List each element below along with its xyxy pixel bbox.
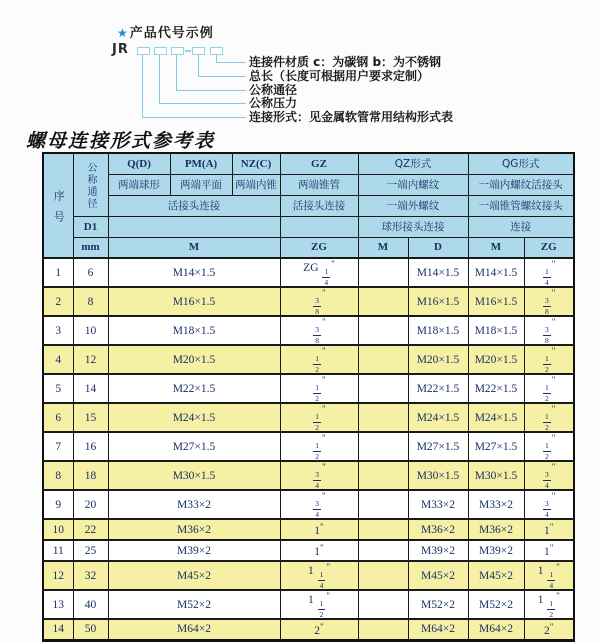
cell-m: M16×1.5	[108, 287, 280, 316]
cell-qz_m	[358, 561, 408, 590]
cell-qg_zg: $\frac{3}{8}$ "	[524, 287, 574, 316]
cell-qg_m: M22×1.5	[468, 374, 524, 403]
code-box-1	[137, 47, 150, 55]
cell-m: M24×1.5	[108, 403, 280, 432]
cell-dn: 12	[73, 345, 108, 374]
header-qg-sub1: 一端内螺纹活接头	[468, 174, 574, 195]
label-pressure: 公称压力	[249, 96, 298, 110]
cell-seq: 5	[43, 374, 73, 403]
cell-qz_d: M33×2	[408, 490, 468, 519]
header-qz-conn: 球形接头连接	[358, 216, 468, 237]
header-qz-sub2: 一端外螺纹	[358, 195, 468, 216]
table-row	[43, 490, 574, 519]
cell-zg: $\frac{1}{2}$ "	[280, 432, 358, 461]
cell-qz_d: M20×1.5	[408, 345, 468, 374]
cell-m: M18×1.5	[108, 316, 280, 345]
cell-qz_m	[358, 432, 408, 461]
cell-qz_d: M39×2	[408, 540, 468, 561]
cell-qz_d: M16×1.5	[408, 287, 468, 316]
cell-qg_zg: $\frac{1}{2}$ "	[524, 374, 574, 403]
cell-dn: 32	[73, 561, 108, 590]
cell-qz_m	[358, 619, 408, 640]
cell-qz_m	[358, 490, 408, 519]
cell-qz_d: M30×1.5	[408, 461, 468, 490]
header-qg-sub2: 一端锥管螺纹接头	[468, 195, 574, 216]
cell-qg_zg: $\frac{3}{4}$ "	[524, 490, 574, 519]
cell-qz_d: M36×2	[408, 519, 468, 540]
code-prefix: JR	[112, 42, 129, 57]
table-row	[43, 561, 574, 590]
cell-seq: 6	[43, 403, 73, 432]
cell-m: M45×2	[108, 561, 280, 590]
cell-qz_m	[358, 590, 408, 619]
cell-qg_zg: $\frac{1}{2}$ "	[524, 432, 574, 461]
cell-qg_zg: 1"	[524, 519, 574, 540]
table-row	[43, 432, 574, 461]
cell-qg_zg: 1 $\frac{1}{2}$ "	[524, 590, 574, 619]
table-title: 螺母连接形式参考表	[26, 131, 216, 152]
cell-m: M14×1.5	[108, 258, 280, 287]
header-qz-m: M	[358, 237, 408, 258]
cell-dn: 14	[73, 374, 108, 403]
cell-qz_d: M45×2	[408, 561, 468, 590]
cell-seq: 13	[43, 590, 73, 619]
code-box-5	[210, 47, 223, 55]
cell-qg_zg: $\frac{1}{2}$ "	[524, 403, 574, 432]
cell-qz_m	[358, 258, 408, 287]
code-box-4	[192, 47, 205, 55]
cell-zg: ZG $\frac{1}{4}$ "	[280, 258, 358, 287]
header-col-pm: PM(A)	[170, 153, 232, 174]
cell-qg_m: M52×2	[468, 590, 524, 619]
star-icon: ★	[117, 26, 129, 40]
cell-dn: 8	[73, 287, 108, 316]
cell-dn: 40	[73, 590, 108, 619]
cell-seq: 14	[43, 619, 73, 640]
table-row	[43, 374, 574, 403]
diagram-title-text: 产品代号示例	[129, 26, 214, 41]
cell-m: M22×1.5	[108, 374, 280, 403]
cell-qz_m	[358, 403, 408, 432]
cell-zg: $\frac{3}{8}$ "	[280, 316, 358, 345]
header-qz-d: D	[408, 237, 468, 258]
cell-dn: 16	[73, 432, 108, 461]
cell-qz_m	[358, 345, 408, 374]
header-qz-sub1: 一端内螺纹	[358, 174, 468, 195]
cell-qg_zg: 2"	[524, 619, 574, 640]
cell-m: M39×2	[108, 540, 280, 561]
header-zg: ZG	[280, 237, 358, 258]
cell-seq: 1	[43, 258, 73, 287]
cell-seq: 2	[43, 287, 73, 316]
cell-qg_m: M30×1.5	[468, 461, 524, 490]
cell-zg: $\frac{3}{4}$ "	[280, 490, 358, 519]
cell-m: M30×1.5	[108, 461, 280, 490]
cell-qg_m: M18×1.5	[468, 316, 524, 345]
label-connection: 连接形式：见金属软管常用结构形式表	[249, 110, 454, 124]
cell-m: M52×2	[108, 590, 280, 619]
cell-qg_m: M39×2	[468, 540, 524, 561]
header-seq: 序号	[43, 153, 73, 258]
cell-dn: 18	[73, 461, 108, 490]
cell-zg: $\frac{1}{2}$ "	[280, 374, 358, 403]
cell-qg_m: M24×1.5	[468, 403, 524, 432]
table-row	[43, 461, 574, 490]
cell-qz_d: M14×1.5	[408, 258, 468, 287]
cell-qz_d: M52×2	[408, 590, 468, 619]
cell-qg_m: M64×2	[468, 619, 524, 640]
cell-seq: 9	[43, 490, 73, 519]
header-pm-sub: 两端平面	[170, 174, 232, 195]
cell-qg_zg: $\frac{1}{2}$ "	[524, 345, 574, 374]
cell-m: M33×2	[108, 490, 280, 519]
cell-zg: $\frac{3}{8}$ "	[280, 287, 358, 316]
cell-zg: $\frac{3}{4}$ "	[280, 461, 358, 490]
cell-dn: 50	[73, 619, 108, 640]
table-row	[43, 590, 574, 619]
cell-qg_zg: $\frac{3}{8}$ "	[524, 316, 574, 345]
header-col-qz: QZ形式	[358, 153, 468, 174]
header-qg-conn: 连接	[468, 216, 574, 237]
cell-qz_m	[358, 316, 408, 345]
header-dn: 公称通径	[73, 153, 108, 216]
cell-qz_d: M24×1.5	[408, 403, 468, 432]
cell-seq: 10	[43, 519, 73, 540]
label-length: 总长（长度可根据用户要求定制）	[249, 69, 430, 83]
cell-m: M27×1.5	[108, 432, 280, 461]
cell-qg_zg: 1 $\frac{1}{4}$ "	[524, 561, 574, 590]
table-row	[43, 519, 574, 540]
cell-zg: 1 $\frac{1}{2}$ "	[280, 590, 358, 619]
cell-qg_m: M27×1.5	[468, 432, 524, 461]
header-m: M	[108, 237, 280, 258]
cell-dn: 25	[73, 540, 108, 561]
table-row	[43, 258, 574, 287]
cell-qg_m: M20×1.5	[468, 345, 524, 374]
cell-qg_m: M36×2	[468, 519, 524, 540]
header-qg-zg: ZG	[524, 237, 574, 258]
cell-qg_zg: 1"	[524, 540, 574, 561]
code-dash	[185, 50, 191, 52]
cell-dn: 22	[73, 519, 108, 540]
label-material: 连接件材质 c：为碳钢 b：为不锈钢	[249, 55, 442, 69]
cell-m: M20×1.5	[108, 345, 280, 374]
cell-qg_zg: $\frac{1}{4}$ "	[524, 258, 574, 287]
header-q-sub: 两端球形	[108, 174, 170, 195]
cell-m: M64×2	[108, 619, 280, 640]
header-left-conn: 活接头连接	[108, 195, 280, 216]
header-col-gz: GZ	[280, 153, 358, 174]
header-col-qg: QG形式	[468, 153, 574, 174]
cell-dn: 15	[73, 403, 108, 432]
cell-qg_m: M33×2	[468, 490, 524, 519]
header-gz-sub: 两端锥管	[280, 174, 358, 195]
table-row	[43, 619, 574, 640]
cell-seq: 3	[43, 316, 73, 345]
cell-zg: 1"	[280, 519, 358, 540]
cell-qg_zg: $\frac{3}{4}$ "	[524, 461, 574, 490]
header-col-nz: NZ(C)	[232, 153, 280, 174]
cell-qz_m	[358, 519, 408, 540]
table-row	[43, 345, 574, 374]
cell-zg: 2"	[280, 619, 358, 640]
cell-m: M36×2	[108, 519, 280, 540]
header-nz-sub: 两端内锥	[232, 174, 280, 195]
code-box-2	[154, 47, 167, 55]
table-row	[43, 540, 574, 561]
cell-zg: $\frac{1}{2}$ "	[280, 345, 358, 374]
cell-qz_d: M64×2	[408, 619, 468, 640]
cell-seq: 11	[43, 540, 73, 561]
cell-seq: 8	[43, 461, 73, 490]
cell-qz_m	[358, 374, 408, 403]
cell-qg_m: M14×1.5	[468, 258, 524, 287]
diagram-title	[117, 22, 214, 41]
cell-qz_d: M22×1.5	[408, 374, 468, 403]
header-d1: D1	[73, 216, 108, 237]
cell-qz_m	[358, 287, 408, 316]
cell-dn: 6	[73, 258, 108, 287]
callout-line-connection	[142, 55, 246, 118]
table-row	[43, 403, 574, 432]
header-qg-m: M	[468, 237, 524, 258]
header-blank-left	[108, 216, 280, 237]
label-diameter: 公称通径	[249, 83, 298, 97]
cell-seq: 7	[43, 432, 73, 461]
cell-qz_m	[358, 540, 408, 561]
table-row	[43, 287, 574, 316]
table-row	[43, 316, 574, 345]
header-col-q: Q(D)	[108, 153, 170, 174]
cell-zg: $\frac{1}{2}$ "	[280, 403, 358, 432]
cell-zg: 1"	[280, 540, 358, 561]
cell-seq: 4	[43, 345, 73, 374]
cell-zg: 1 $\frac{1}{4}$ "	[280, 561, 358, 590]
cell-dn: 10	[73, 316, 108, 345]
cell-qg_m: M45×2	[468, 561, 524, 590]
cell-qg_m: M16×1.5	[468, 287, 524, 316]
cell-qz_d: M27×1.5	[408, 432, 468, 461]
cell-qz_m	[358, 461, 408, 490]
table-body	[43, 258, 574, 640]
header-mm: mm	[73, 237, 108, 258]
header-blank-gz	[280, 216, 358, 237]
cell-seq: 12	[43, 561, 73, 590]
cell-dn: 20	[73, 490, 108, 519]
cell-qz_d: M18×1.5	[408, 316, 468, 345]
header-gz-conn: 活接头连接	[280, 195, 358, 216]
code-box-3	[171, 47, 184, 55]
nut-connection-table	[42, 152, 575, 642]
